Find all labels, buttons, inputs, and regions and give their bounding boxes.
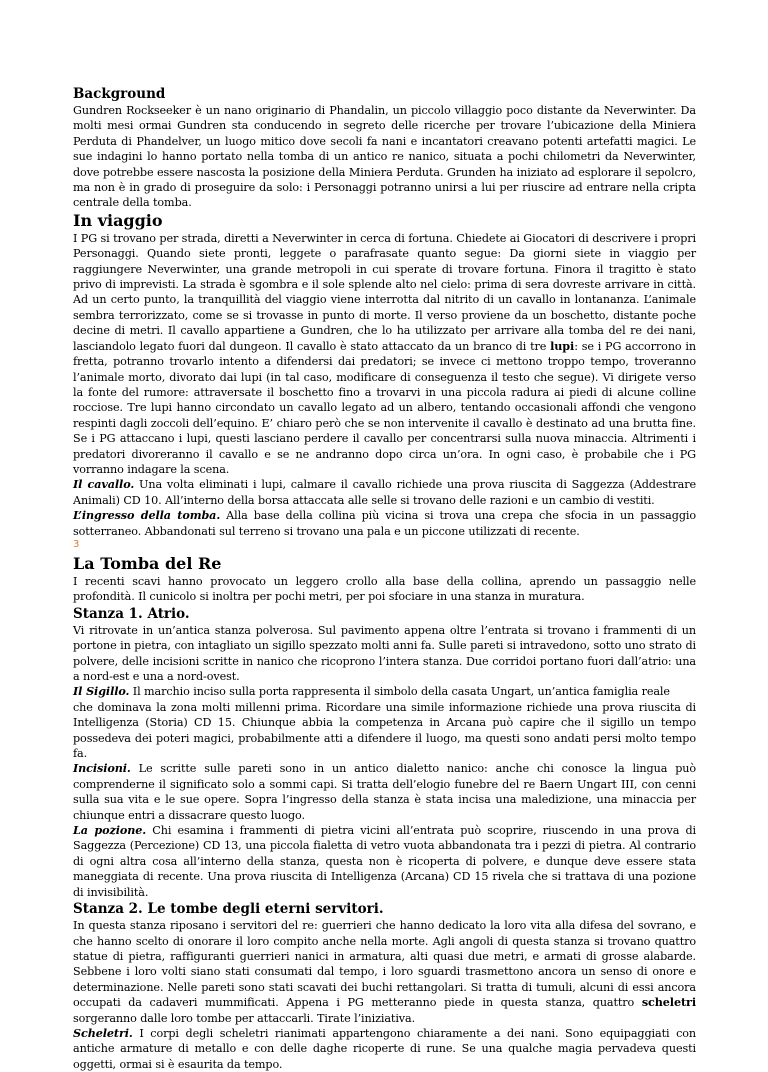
stanza2-text-1: In questa stanza riposano i servitori del re: guerrieri che hanno dedicato la loro vita alla difesa del sovrano, e che hanno scelto di onorare il loro compito anche nella morte. Agli angoli di questa stanza si trovano quattro statue di pietra, raffiguranti guerrieri nanici in armatura, alti quasi due metri, e armati di grosse alabarde. Sebbene i loro volti siano stati consumati dal tempo, i loro sguardi trasmettono ancora un senso di onore e determinazione. Nelle pareti sono stati scavati dei buchi rettangolari. Si tratta di tumuli, alcuni di essi ancora occupati da cadaveri mummificati. Appena i PG metteranno piede in questa stanza, quattro [73,919,696,1010]
sigillo-text-1: Il marchio inciso sulla porta rappresenta il simbolo della casata Ungart, un’antica famiglia reale [129,685,670,699]
scheletri-label: Scheletri. [73,1025,133,1040]
cavallo-text: Una volta eliminati i lupi, calmare il cavallo richiede una prova riuscita di Saggezza (Addestrare Animali) CD 10. All’interno della borsa attaccata alle selle si trovano delle razioni e un cambio di vestiti. [73,478,696,507]
stanza2-text-2: sorgeranno dalle loro tombe per attaccarli. Tirate l’iniziativa. [73,1011,416,1025]
background-heading: Background [73,86,166,102]
pozione-text: Chi esamina i frammenti di pietra vicini all’entrata può scoprire, riuscendo in una prova di Saggezza (Percezione) CD 13, una piccola fialetta di vetro vuota abbandonata tra i pezzi di pietra. Al contrario di ogni altra cosa all’interno della stanza, questa non è ricoperta di polvere, e dunque deve essere stata maneggiata di recente. Una prova riuscita di Intelligenza (Arcana) CD 15 rivela che si trattava di una pozione di invisibilità. [73,824,696,899]
scheletri-bold: scheletri [641,995,696,1010]
pozione-label: La pozione. [73,823,147,838]
scheletri-text: I corpi degli scheletri rianimati appartengono chiaramente a dei nani. Sono equipaggiati con antiche armature di metallo e con delle daghe ricoperte di rune. Se una qualche magia pervadeva questi oggetti, ormai si è esaurita da tempo. [73,1026,696,1071]
tomba-heading: La Tomba del Re [73,553,222,573]
tomba-paragraph: I recenti scavi hanno provocato un leggero crollo alla base della collina, aprendo un passaggio nelle profondità. Il cunicolo si inoltra per pochi metri, per poi sfociare in una stanza in muratura. [73,574,696,604]
ingresso-paragraph [73,508,696,539]
viaggio-paragraph [73,231,696,478]
lupi-bold: lupi [550,338,575,353]
viaggio-text-1: I PG si trovano per strada, diretti a Neverwinter in cerca di fortuna. Chiedete ai Giocatori di descrivere i propri Personaggi. Quando siete pronti, leggete o parafrasate quanto segue: Da giorni siete in viaggio per raggiungere Neverwinter, una grande metropoli in cui sperate di trovare fortuna. Finora il tragitto è stato privo di imprevisti. La strada è sgombra e il sole splende alto nel cielo: prima di sera dovreste arrivare in città. Ad un certo punto, la tranquillità del viaggio viene interrotta dal nitrito di un cavallo in lontananza. L’animale sembra terrorizzato, come se si trovasse in punto di morte. Il verso proviene da un boschetto, distante poche decine di metri. Il cavallo appartiene a Gundren, che lo ha utilizzato per arrivare alla tomba del re dei nani, lasciandolo legato fuori dal dungeon. Il cavallo è stato attaccato da un branco di tre [73,231,696,353]
sigillo-paragraph [73,684,696,699]
ingresso-label: L’ingresso della tomba. [73,508,221,523]
page-number: 3 [73,538,80,550]
cavallo-paragraph [73,477,696,508]
incisioni-text: Le scritte sulle pareti sono in un antico dialetto nanico: anche chi conosce la lingua può comprenderne il significato solo a sommi capi. Si tratta dell’elogio funebre del re Baern Ungart III, con cenni sulla sua vita e le sue opere. Sopra l’ingresso della stanza è stata incisa una maledizione, una minaccia per chiunque entri a dissacrare questo luogo. [73,762,696,822]
stanza1-heading: Stanza 1. Atrio. [73,605,190,622]
incisioni-label: Incisioni. [73,761,131,776]
incisioni-paragraph [73,761,696,823]
document-page [73,86,696,1072]
stanza1-paragraph: Vi ritrovate in un’antica stanza polverosa. Sul pavimento appena oltre l’entrata si trovano i frammenti di un portone in pietra, con intagliato un sigillo spezzato molti anni fa. Sulle pareti si intravedono, sotto uno strato di polvere, delle incisioni scritte in nanico che ricoprono l’intera stanza. Due corridoi portano fuori dall’atrio: una a nord-est e una a nord-ovest. [73,623,696,683]
background-paragraph: Gundren Rockseeker è un nano originario di Phandalin, un piccolo villaggio poco distante da Neverwinter. Da molti mesi ormai Gundren sta conducendo in segreto delle ricerche per trovare l’ubicazione della Miniera Perduta di Phandelver, un luogo mitico dove secoli fa nani e incantatori creavano potenti artefatti magici. Le sue indagini lo hanno portato nella tomba di un antico re nanico, situata a pochi chilometri da Neverwinter, dove potrebbe essere nascosta la posizione della Miniera Perduta. Grunden ha iniziato ad esplorare il sepolcro, ma non è in grado di proseguire da solo: i Personaggi potranno unirsi a lui per riuscire ad entrare nella cripta centrale della tomba. [73,104,696,210]
sigillo-paragraph-2: che dominava la zona molti millenni prima. Ricordare una simile informazione richiede una prova riuscita di Intelligenza (Storia) CD 15. Chiunque abbia la competenza in Arcana può capire che il sigillo un tempo possedeva dei poteri magici, probabilmente atti a difendere il luogo, ma questi sono andati persi molto tempo fa. [73,700,696,761]
pozione-paragraph [73,823,696,900]
viaggio-text-2: : se i PG accorrono in fretta, potranno trovarlo intento a difendersi dai predatori; se invece ci mettono troppo tempo, troveranno l’animale morto, divorato dai lupi (in tal caso, modificare di conseguenza il testo che segue). Vi dirigete verso la fonte del rumore: attraversate il boschetto fino a trovarvi in una piccola radura ai piedi di alcune colline rocciose. Tre lupi hanno circondato un cavallo legato ad un albero, tentando occasionali affondi che vengono respinti dagli zoccoli dell’equino. E’ chiaro però che se non intervenite il cavallo è destinato ad una brutta fine. Se i PG attaccano i lupi, questi lasciano perdere il cavallo per concentrarsi sulla nuova minaccia. Altrimenti i predatori divoreranno il cavallo e se ne andranno dopo circa un’ora. In ogni caso, è probabile che i PG vorranno indagare la scena. [73,339,696,476]
ingresso-text: Alla base della collina più vicina si trova una crepa che sfocia in un passaggio sotterraneo. Abbandonati sul terreno si trovano una pala e un piccone utilizzati di recente. [73,509,696,538]
viaggio-heading: In viaggio [73,210,163,230]
cavallo-label: Il cavallo. [73,477,135,492]
scheletri-paragraph [73,1026,696,1072]
sigillo-label: Il Sigillo. [73,684,130,699]
stanza2-paragraph [73,918,696,1026]
stanza2-heading: Stanza 2. Le tombe degli eterni servitori. [73,901,384,918]
